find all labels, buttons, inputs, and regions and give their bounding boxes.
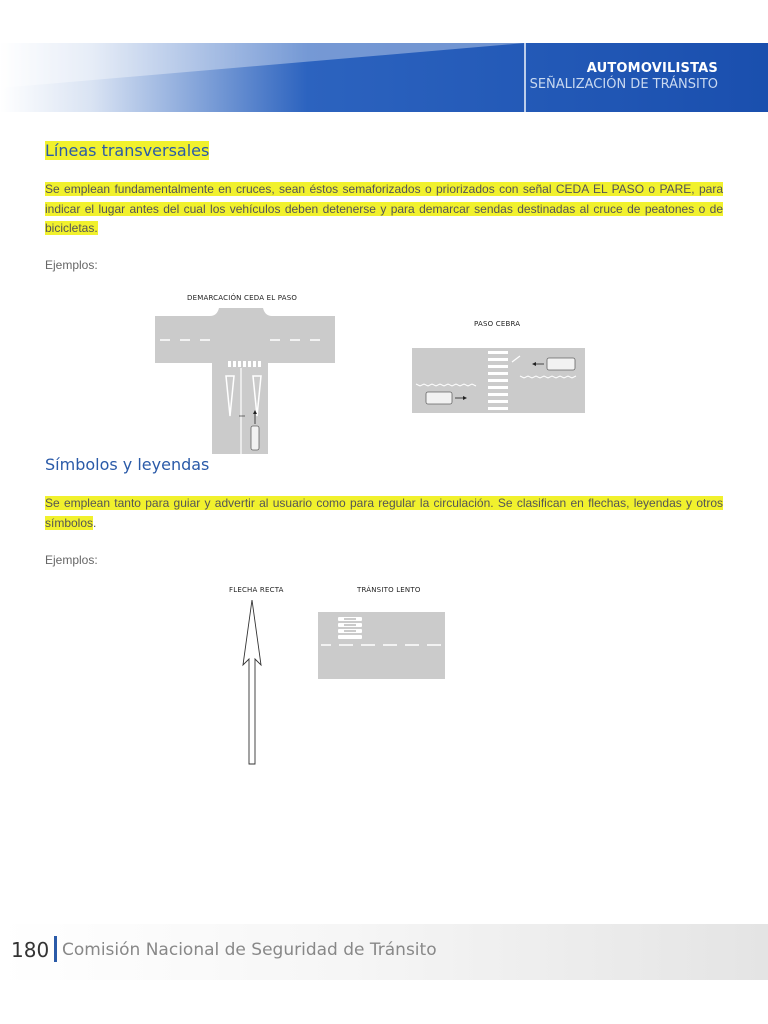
section-heading-lineas: Líneas transversales [45, 141, 210, 160]
footer-title: Comisión Nacional de Seguridad de Tránsito [62, 940, 437, 960]
page-header [0, 43, 768, 112]
figure-caption-paso-cebra: PASO CEBRA [474, 320, 521, 328]
figure-caption-ceda: DEMARCACIÓN CEDA EL PASO [187, 294, 298, 302]
page-footer [0, 924, 768, 980]
figure-ceda-el-paso [155, 308, 335, 454]
examples-label: Ejemplos: [45, 258, 98, 272]
figure-flecha-recta [242, 599, 262, 765]
section-body-simbolos: Se emplean tanto para guiar y advertir al usuario como para regular la circulación. Se clasifican en flechas, leyendas y otros símbolos. [45, 496, 723, 530]
footer-divider [54, 936, 57, 962]
figure-paso-cebra [412, 348, 585, 413]
header-subtitle: SEÑALIZACIÓN DE TRÁNSITO [529, 77, 718, 92]
section-heading-simbolos: Símbolos y leyendas [45, 455, 210, 474]
figure-caption-flecha-recta: FLECHA RECTA [229, 586, 284, 594]
page-number: 180 [11, 938, 50, 962]
figure-caption-transito-lento: TRÁNSITO LENTO [357, 586, 421, 594]
section-body-lineas: Se emplean fundamentalmente en cruces, sean éstos semaforizados o priorizados con señal CEDA EL PASO o PARE, para indicar el lugar antes del cual los vehículos deben detenerse y para demarcar sendas destinadas al cruce de peatones o de bicicletas. [45, 182, 723, 235]
header-title: AUTOMOVILISTAS [586, 61, 718, 76]
examples-label: Ejemplos: [45, 553, 98, 567]
figure-transito-lento [318, 612, 445, 679]
